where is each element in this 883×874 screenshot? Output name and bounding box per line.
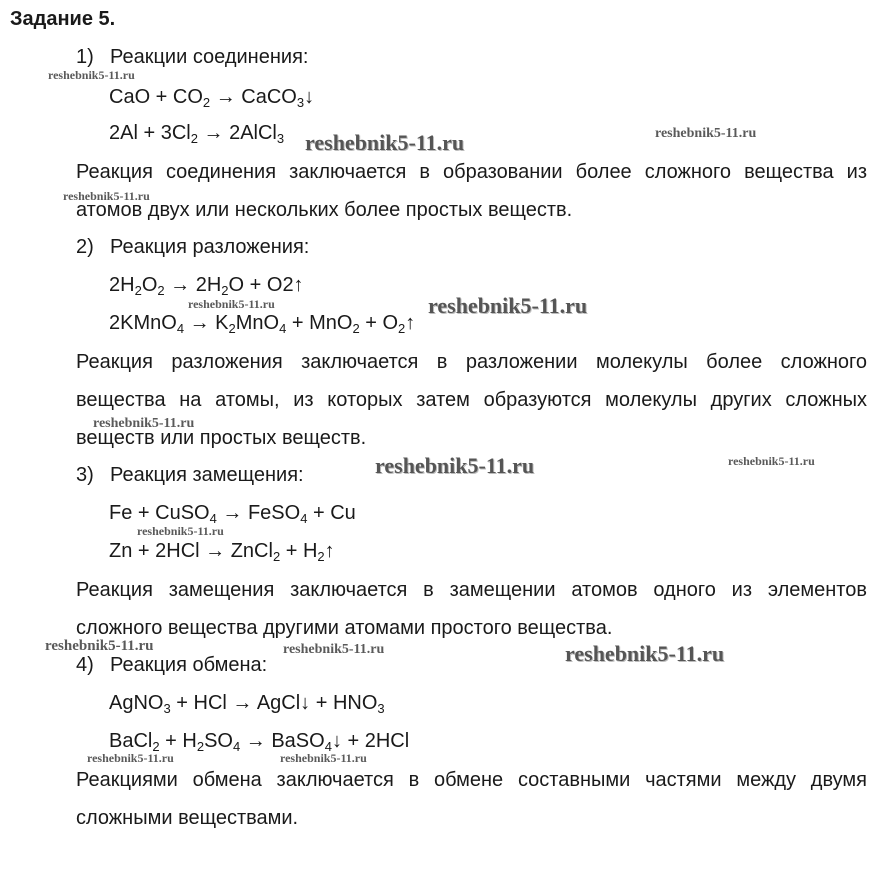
section-title: Реакция замещения:: [110, 464, 304, 486]
eq-subscript: 2: [196, 739, 205, 754]
watermark: reshebnik5-11.ru: [655, 126, 757, 141]
eq-subscript: 3: [377, 701, 385, 716]
eq-part: 2KMnO: [109, 312, 177, 334]
section-title: Реакции соединения:: [110, 46, 309, 68]
watermark: reshebnik5-11.ru: [428, 293, 588, 318]
eq-part: ↑: [405, 312, 416, 334]
equation: [109, 540, 335, 563]
watermark: reshebnik5-11.ru: [188, 297, 275, 311]
eq-subscript: 2: [272, 549, 281, 564]
section-title: Реакция обмена:: [110, 654, 268, 676]
equation: [109, 274, 304, 297]
page-title: Задание 5.: [10, 8, 116, 30]
eq-part: Zn + 2HCl → ZnCl: [109, 540, 273, 562]
eq-part: + HCl → AgCl↓ + HNO: [170, 692, 378, 714]
eq-part: MnO: [235, 312, 280, 334]
eq-part: → 2H: [164, 274, 222, 296]
section-3-heading: [76, 464, 304, 487]
eq-subscript: 2: [352, 321, 360, 336]
eq-part: Fe + CuSO: [109, 502, 210, 524]
definition-paragraph: Реакциями обмена заключается в обмене составными частями между двумя сложными веществами.: [76, 769, 867, 829]
watermark: reshebnik5-11.ru: [728, 454, 815, 468]
eq-subscript: 2: [202, 95, 211, 110]
section-4-heading: [76, 654, 267, 677]
eq-part: AgNO: [109, 692, 164, 714]
watermark: reshebnik5-11.ru: [305, 130, 465, 155]
eq-subscript: 4: [176, 321, 185, 336]
watermark: reshebnik5-11.ru: [137, 524, 224, 538]
eq-part: 2H: [109, 274, 135, 296]
definition-paragraph: Реакция замещения заключается в замещении атомов одного из элементов сложного вещества другими атомами простого вещества.: [76, 579, 867, 639]
equation: [109, 312, 415, 335]
eq-part: + Cu: [307, 502, 356, 524]
section-2-heading: [76, 236, 309, 259]
section-number: 2): [76, 236, 94, 258]
definition-paragraph: Реакция разложения заключается в разложении молекулы более сложного вещества на атомы, из которых затем образуются молекулы других сложных веществ или простых веществ.: [76, 351, 867, 449]
eq-part: + MnO: [286, 312, 353, 334]
watermark: reshebnik5-11.ru: [48, 68, 135, 82]
equation: [109, 692, 385, 715]
definition-paragraph: Реакция соединения заключается в образовании более сложного вещества из атомов двух или нескольких более простых веществ.: [76, 161, 867, 221]
eq-subscript: 4: [300, 511, 308, 526]
eq-part: + H: [159, 730, 197, 752]
eq-subscript: 2: [317, 549, 325, 564]
eq-part: + H: [280, 540, 318, 562]
eq-part: 2Al + 3Cl: [109, 122, 191, 144]
section-number: 4): [76, 654, 94, 676]
watermark: reshebnik5-11.ru: [87, 751, 174, 765]
equation: [109, 86, 314, 109]
watermark: reshebnik5-11.ru: [375, 453, 535, 478]
watermark: reshebnik5-11.ru: [280, 751, 367, 765]
equation: [109, 730, 409, 753]
eq-subscript: 4: [324, 739, 332, 754]
eq-subscript: 2: [152, 739, 160, 754]
section-title: Реакция разложения:: [110, 236, 310, 258]
equation: [109, 502, 356, 525]
eq-part: O + O2↑: [228, 274, 304, 296]
eq-part: SO: [204, 730, 233, 752]
eq-subscript: 3: [163, 701, 171, 716]
eq-subscript: 4: [279, 321, 287, 336]
eq-subscript: 3: [296, 95, 305, 110]
watermark: reshebnik5-11.ru: [63, 189, 150, 203]
watermark: reshebnik5-11.ru: [565, 641, 725, 666]
eq-part: + O: [359, 312, 399, 334]
equation: [109, 122, 284, 145]
section-number: 3): [76, 464, 94, 486]
section-number: 1): [76, 46, 94, 68]
eq-subscript: 4: [209, 511, 217, 526]
watermark: reshebnik5-11.ru: [93, 416, 195, 431]
eq-part: ↓ + 2HCl: [331, 730, 410, 752]
eq-part: CaO + CO: [109, 86, 203, 108]
watermark: reshebnik5-11.ru: [283, 642, 385, 657]
section-1-heading: [76, 46, 308, 69]
watermark: reshebnik5-11.ru: [45, 638, 154, 654]
eq-part: → BaSO: [240, 730, 325, 752]
eq-part: → FeSO: [216, 502, 301, 524]
eq-subscript: 3: [276, 131, 285, 146]
eq-subscript: 2: [134, 283, 142, 298]
eq-part: BaCl: [109, 730, 153, 752]
eq-part: ↓: [304, 86, 315, 108]
eq-part: → K: [184, 312, 229, 334]
eq-subscript: 2: [221, 283, 229, 298]
eq-part: ↑: [324, 540, 335, 562]
eq-subscript: 2: [228, 321, 236, 336]
eq-subscript: 4: [232, 739, 241, 754]
eq-part: → CaCO: [210, 86, 297, 108]
eq-part: → 2AlCl: [197, 122, 277, 144]
eq-subscript: 2: [190, 131, 198, 146]
eq-subscript: 2: [157, 283, 165, 298]
eq-subscript: 2: [398, 321, 406, 336]
eq-part: O: [141, 274, 158, 296]
